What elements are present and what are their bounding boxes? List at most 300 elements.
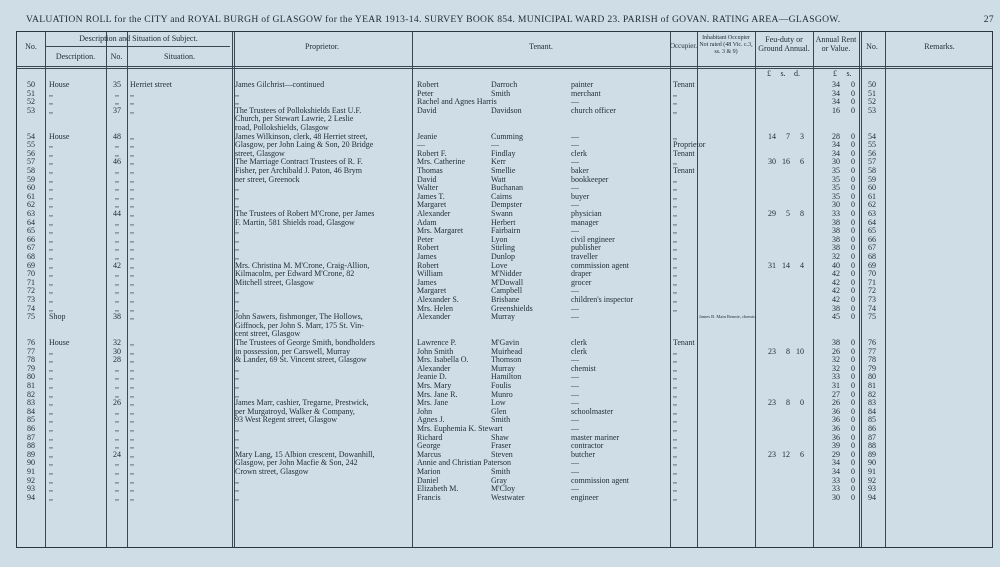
cell-sit: ,,	[130, 286, 134, 296]
cell-sit: ,,	[130, 492, 134, 502]
cell-tf: Mrs. Helen	[417, 303, 453, 313]
cell-fs: 8	[786, 398, 790, 408]
cell-tf: Robert F.	[417, 148, 447, 158]
cell-sit: ,,	[130, 295, 134, 304]
cell-n2: 62	[868, 200, 876, 210]
cell-sit: ,,	[130, 363, 134, 373]
cell-num: 42	[113, 260, 121, 270]
cell-num: ,,	[115, 148, 119, 158]
cell-occ: engineer	[571, 492, 599, 502]
cell-occn: ,,	[673, 183, 677, 193]
cell-num: 24	[113, 449, 121, 459]
cell-occ: —	[571, 200, 579, 210]
cell-num: 30	[113, 346, 121, 356]
cell-as: 0	[851, 277, 855, 287]
cell-al: 38	[832, 338, 840, 347]
cell-fs: 14	[782, 260, 790, 270]
cell-al: 39	[832, 441, 840, 451]
cell-occn: ,,	[673, 260, 677, 270]
cell-ts: Herbert	[491, 217, 516, 227]
cell-desc: ,,	[49, 295, 53, 304]
cell-sit: ,,	[130, 415, 134, 425]
cell-prop: cent street, Glasgow	[235, 329, 301, 339]
cell-sit: ,,	[130, 372, 134, 382]
cell-ts: Steven	[491, 449, 513, 459]
cell-desc: ,,	[49, 432, 53, 442]
cell-occ: grocer	[571, 277, 592, 287]
cell-occn: ,,	[673, 191, 677, 201]
cell-prop: ,,	[235, 191, 239, 201]
cell-occ: —	[571, 415, 579, 425]
cell-tf: Mrs. Isabella O.	[417, 355, 469, 365]
cell-prop: Fisher, per Archibald J. Paton, 46 Brym	[235, 166, 362, 175]
cell-prop: Giffnock, per John S. Marr, 175 St. Vin-	[235, 320, 364, 330]
cell-sit: ,,	[130, 243, 134, 253]
cell-occn: ,,	[673, 467, 677, 476]
cell-occn: Tenant	[673, 338, 695, 347]
cell-occ: —	[571, 458, 579, 468]
cell-tf: Agnes J.	[417, 415, 445, 425]
cell-no: 92	[27, 475, 35, 485]
cell-no: 70	[27, 269, 35, 279]
cell-num: 37	[113, 105, 121, 115]
cell-sit: ,,	[130, 209, 134, 218]
cell-tf: Mrs. Jane R.	[417, 389, 458, 399]
cell-as: 0	[851, 226, 855, 236]
cell-fl: 14	[768, 131, 776, 141]
cell-as: 0	[851, 183, 855, 193]
cell-prop: ,,	[235, 492, 239, 502]
cell-occ: —	[571, 157, 579, 167]
cell-sit: ,,	[130, 449, 134, 459]
cell-n2: 81	[868, 381, 876, 390]
cell-sit: ,,	[130, 269, 134, 279]
cell-al: 31	[832, 381, 840, 390]
cell-no: 82	[27, 389, 35, 399]
cell-tf: Mrs. Jane	[417, 398, 449, 408]
col-divider	[670, 32, 671, 547]
cell-as: 0	[851, 157, 855, 167]
cell-no: 91	[27, 467, 35, 476]
cell-as: 0	[851, 432, 855, 442]
cell-n2: 50	[868, 80, 876, 89]
cell-no: 84	[27, 406, 35, 416]
cell-no: 85	[27, 415, 35, 425]
cell-num: ,,	[115, 183, 119, 193]
cell-al: 30	[832, 200, 840, 210]
col-inhabitant: Inhabitant Occupier Not rated (48 Vic. c.3, ss. 3 & 9)	[699, 35, 753, 55]
cell-as: 0	[851, 174, 855, 184]
cell-desc: ,,	[49, 183, 53, 193]
cell-tf: Mrs. Euphemia K. Stewart	[417, 424, 503, 433]
cell-fd: 6	[800, 449, 804, 459]
cell-num: ,,	[115, 200, 119, 210]
cell-no: 75	[27, 312, 35, 322]
cell-tf: —	[417, 140, 425, 150]
cell-prop: ,,	[235, 363, 239, 373]
cell-desc: ,,	[49, 200, 53, 210]
cell-n2: 63	[868, 209, 876, 218]
col-no: No.	[25, 42, 37, 51]
cell-desc: ,,	[49, 389, 53, 399]
cell-tf: Richard	[417, 432, 443, 442]
cell-prop: street, Glasgow	[235, 148, 285, 158]
cell-desc: ,,	[49, 449, 53, 459]
cell-ts: Greenshields	[491, 303, 533, 313]
cell-fl: 23	[768, 346, 776, 356]
col-no3: No.	[866, 42, 878, 51]
cell-sit: ,,	[130, 355, 134, 365]
cell-as: 0	[851, 286, 855, 296]
cell-occ: —	[571, 131, 579, 141]
cell-n2: 85	[868, 415, 876, 425]
cell-occ: children's inspector	[571, 295, 634, 304]
cell-al: 38	[832, 303, 840, 313]
cell-occ: clerk	[571, 338, 587, 347]
cell-occn: ,,	[673, 484, 677, 494]
cell-sit: ,,	[130, 381, 134, 390]
col-divider	[127, 32, 128, 547]
cell-tf: Marion	[417, 467, 441, 476]
cell-occn: ,,	[673, 449, 677, 459]
cell-sit: ,,	[130, 406, 134, 416]
cell-num: ,,	[115, 277, 119, 287]
cell-tf: Alexander	[417, 312, 451, 322]
cell-n2: 57	[868, 157, 876, 167]
cell-as: 0	[851, 252, 855, 261]
cell-sit: ,,	[130, 458, 134, 468]
cell-as: 0	[851, 355, 855, 365]
cell-al: 29	[832, 449, 840, 459]
cell-fl: 23	[768, 449, 776, 459]
cell-tf: William	[417, 269, 443, 279]
cell-n2: 70	[868, 269, 876, 279]
cell-al: 35	[832, 183, 840, 193]
cell-num: ,,	[115, 303, 119, 313]
cell-as: 0	[851, 406, 855, 416]
cell-al: 33	[832, 209, 840, 218]
cell-occ: —	[571, 140, 579, 150]
cell-prop: ,,	[235, 243, 239, 253]
cell-as: 0	[851, 415, 855, 425]
cell-ts: Westwater	[491, 492, 525, 502]
cell-n2: 66	[868, 234, 876, 244]
cell-n2: 77	[868, 346, 876, 356]
cell-tf: Alexander S.	[417, 295, 459, 304]
cell-sit: ,,	[130, 131, 134, 141]
cell-num: ,,	[115, 88, 119, 98]
cell-no: 77	[27, 346, 35, 356]
cell-ts: Cumming	[491, 131, 524, 141]
cell-n2: 67	[868, 243, 876, 253]
cell-n2: 83	[868, 398, 876, 408]
cell-as: 0	[851, 131, 855, 141]
cell-ts: Fraser	[491, 441, 511, 451]
cell-desc: ,,	[49, 234, 53, 244]
cell-num: ,,	[115, 389, 119, 399]
group-rule	[45, 46, 230, 47]
cell-occ: physician	[571, 209, 602, 218]
cell-occ: baker	[571, 166, 589, 175]
cell-as: 0	[851, 217, 855, 227]
cell-prop: Mary Lang, 15 Albion crescent, Dowanhill,	[235, 449, 375, 459]
cell-no: 81	[27, 381, 35, 390]
cell-no: 68	[27, 252, 35, 261]
cell-fl: 23	[768, 398, 776, 408]
unit-shillings: s.	[846, 69, 852, 78]
cell-al: 38	[832, 234, 840, 244]
cell-ts: M'Gavin	[491, 338, 520, 347]
col-divider	[885, 32, 886, 547]
cell-fd: 4	[800, 260, 804, 270]
cell-tf: Elizabeth M.	[417, 484, 459, 494]
cell-desc: ,,	[49, 363, 53, 373]
cell-occn: ,,	[673, 458, 677, 468]
cell-prop: Crown street, Glasgow	[235, 467, 309, 476]
cell-sit: ,,	[130, 346, 134, 356]
cell-occn: ,,	[673, 346, 677, 356]
cell-tf: Alexander	[417, 209, 451, 218]
cell-desc: ,,	[49, 492, 53, 502]
cell-as: 0	[851, 80, 855, 89]
cell-n2: 51	[868, 88, 876, 98]
cell-num: ,,	[115, 467, 119, 476]
cell-desc: ,,	[49, 467, 53, 476]
cell-ts: Watt	[491, 174, 506, 184]
cell-occ: —	[571, 226, 579, 236]
cell-tf: David	[417, 174, 437, 184]
cell-occn: ,,	[673, 209, 677, 218]
cell-prop: ner street, Greenock	[235, 174, 300, 184]
cell-num: ,,	[115, 415, 119, 425]
cell-no: 80	[27, 372, 35, 382]
cell-n2: 93	[868, 484, 876, 494]
cell-ts: Smith	[491, 467, 511, 476]
cell-occ: —	[571, 398, 579, 408]
cell-as: 0	[851, 200, 855, 210]
cell-prop: The Trustees of Robert M'Crone, per James	[235, 209, 375, 218]
cell-no: 69	[27, 260, 35, 270]
cell-tf: Lawrence P.	[417, 338, 457, 347]
cell-occ: buyer	[571, 191, 590, 201]
cell-sit: ,,	[130, 88, 134, 98]
cell-as: 0	[851, 338, 855, 347]
cell-prop: ,,	[235, 441, 239, 451]
cell-occ: commission agent	[571, 260, 629, 270]
cell-prop: ,,	[235, 303, 239, 313]
cell-desc: ,,	[49, 260, 53, 270]
cell-ts: Lyon	[491, 234, 508, 244]
cell-as: 0	[851, 372, 855, 382]
cell-sit: ,,	[130, 105, 134, 115]
cell-num: ,,	[115, 234, 119, 244]
cell-n2: 68	[868, 252, 876, 261]
cell-occn: ,,	[673, 492, 677, 502]
cell-occn: ,,	[673, 441, 677, 451]
cell-occn: ,,	[673, 415, 677, 425]
cell-al: 40	[832, 260, 840, 270]
cell-fl: 29	[768, 209, 776, 218]
cell-prop: Kilmacolm, per Edward M'Crone, 82	[235, 269, 355, 279]
cell-as: 0	[851, 303, 855, 313]
cell-occn: ,,	[673, 217, 677, 227]
cell-num: ,,	[115, 475, 119, 485]
cell-num: ,,	[115, 441, 119, 451]
cell-n2: 75	[868, 312, 876, 322]
cell-prop: ,,	[235, 484, 239, 494]
cell-sit: ,,	[130, 174, 134, 184]
cell-desc: ,,	[49, 252, 53, 261]
cell-tf: Mrs. Margaret	[417, 226, 464, 236]
cell-sit: ,,	[130, 432, 134, 442]
cell-occ: —	[571, 467, 579, 476]
cell-no: 86	[27, 424, 35, 433]
cell-no: 72	[27, 286, 35, 296]
valuation-table	[16, 31, 993, 548]
cell-prop: James Wilkinson, clerk, 48 Herriet street,	[235, 131, 368, 141]
cell-as: 0	[851, 234, 855, 244]
cell-desc: ,,	[49, 286, 53, 296]
cell-occ: —	[571, 286, 579, 296]
cell-ts: Hamilton	[491, 372, 522, 382]
cell-no: 64	[27, 217, 35, 227]
cell-sit: ,,	[130, 338, 134, 347]
cell-num: ,,	[115, 381, 119, 390]
cell-al: 30	[832, 157, 840, 167]
cell-al: 36	[832, 415, 840, 425]
cell-ts: Swann	[491, 209, 513, 218]
cell-al: 35	[832, 174, 840, 184]
cell-num: ,,	[115, 363, 119, 373]
cell-sit: ,,	[130, 475, 134, 485]
cell-sit: ,,	[130, 166, 134, 175]
cell-as: 0	[851, 346, 855, 356]
cell-as: 0	[851, 381, 855, 390]
cell-as: 0	[851, 209, 855, 218]
cell-num: ,,	[115, 174, 119, 184]
cell-tf: Thomas	[417, 166, 443, 175]
cell-occ: schoolmaster	[571, 406, 614, 416]
cell-n2: 69	[868, 260, 876, 270]
cell-ts: Smith	[491, 415, 511, 425]
cell-as: 0	[851, 492, 855, 502]
cell-al: 38	[832, 226, 840, 236]
cell-ts: M'Cloy	[491, 484, 516, 494]
cell-n2: 80	[868, 372, 876, 382]
cell-occ: —	[571, 355, 579, 365]
cell-prop: per Murgatroyd, Walker & Company,	[235, 406, 355, 416]
cell-al: 45	[832, 312, 840, 322]
cell-desc: ,,	[49, 97, 53, 107]
cell-fd: 0	[800, 398, 804, 408]
cell-num: ,,	[115, 191, 119, 201]
cell-occn: ,,	[673, 277, 677, 287]
cell-tf: Mrs. Mary	[417, 381, 452, 390]
cell-tf: John Smith	[417, 346, 454, 356]
cell-desc: ,,	[49, 475, 53, 485]
cell-ts: Thomson	[491, 355, 522, 365]
cell-ts: Shaw	[491, 432, 509, 442]
cell-tf: Margaret	[417, 286, 447, 296]
cell-ts: Glen	[491, 406, 507, 416]
cell-prop: The Trustees of Pollokshields East U.F.	[235, 105, 362, 115]
cell-al: 36	[832, 406, 840, 416]
cell-tf: Peter	[417, 88, 434, 98]
cell-prop: ,,	[235, 381, 239, 390]
cell-ts: Cairns	[491, 191, 512, 201]
cell-tf: Robert	[417, 260, 439, 270]
cell-num: 46	[113, 157, 121, 167]
cell-no: 54	[27, 131, 35, 141]
cell-sit: ,,	[130, 226, 134, 236]
cell-prop: ,,	[235, 88, 239, 98]
cell-occn: ,,	[673, 200, 677, 210]
cell-ts: Murray	[491, 312, 515, 322]
cell-desc: ,,	[49, 105, 53, 115]
cell-desc: ,,	[49, 441, 53, 451]
cell-al: 32	[832, 363, 840, 373]
cell-as: 0	[851, 484, 855, 494]
cell-al: 33	[832, 475, 840, 485]
cell-n2: 60	[868, 183, 876, 193]
col-desc-group: Description and Situation of Subject.	[79, 34, 198, 43]
cell-occn: Tenant	[673, 148, 695, 158]
cell-al: 34	[832, 467, 840, 476]
cell-al: 16	[832, 105, 840, 115]
page-header	[26, 14, 994, 28]
cell-prop: ,,	[235, 432, 239, 442]
cell-tf: Walter	[417, 183, 439, 193]
cell-sit: ,,	[130, 484, 134, 494]
cell-ts: Munro	[491, 389, 513, 399]
cell-al: 42	[832, 269, 840, 279]
cell-desc: ,,	[49, 372, 53, 382]
col-occupier: Occupier.	[670, 42, 698, 50]
cell-fs: 5	[786, 209, 790, 218]
cell-al: 34	[832, 148, 840, 158]
cell-prop: ,,	[235, 295, 239, 304]
cell-sit: ,,	[130, 157, 134, 167]
cell-al: 26	[832, 398, 840, 408]
cell-occn: ,,	[673, 105, 677, 115]
cell-occn: ,,	[673, 475, 677, 485]
cell-ts: Buchanan	[491, 183, 523, 193]
cell-prop: in possession, per Carswell, Murray	[235, 346, 351, 356]
cell-tf: James T.	[417, 191, 445, 201]
cell-occn: Tenant	[673, 80, 695, 89]
cell-prop: ,,	[235, 286, 239, 296]
cell-al: 28	[832, 131, 840, 141]
cell-ts: —	[491, 140, 499, 150]
cell-occn: ,,	[673, 243, 677, 253]
cell-no: 55	[27, 140, 35, 150]
cell-occn: ,,	[673, 432, 677, 442]
cell-prop: ,,	[235, 97, 239, 107]
cell-as: 0	[851, 191, 855, 201]
cell-no: 90	[27, 458, 35, 468]
cell-occ: civil engineer	[571, 234, 615, 244]
col-annual: Annual Rent or Value.	[815, 35, 857, 53]
cell-as: 0	[851, 243, 855, 253]
cell-prop: ,,	[235, 234, 239, 244]
cell-as: 0	[851, 449, 855, 459]
col-feuduty: Feu-duty or Ground Annual.	[758, 35, 810, 53]
cell-al: 33	[832, 484, 840, 494]
cell-desc: ,,	[49, 355, 53, 365]
cell-no: 53	[27, 105, 35, 115]
cell-sit: ,,	[130, 424, 134, 433]
cell-sit: ,,	[130, 398, 134, 408]
